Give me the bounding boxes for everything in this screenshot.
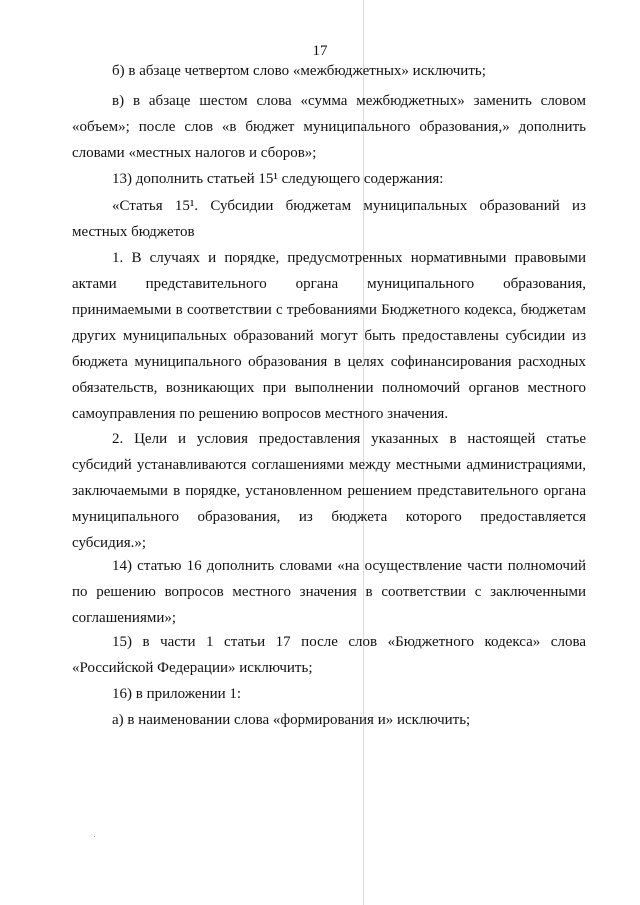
scan-speck [94, 836, 95, 837]
paragraph-14: 14) статью 16 дополнить словами «на осуществление части полномочий по решению вопросов местного значения в соответствии с заключенными соглашениями»; [72, 558, 586, 626]
paragraph-13: 13) дополнить статьей 15¹ следующего содержания: [112, 171, 444, 187]
paragraph-v: в) в абзаце шестом слова «сумма межбюджетных» заменить словом «объем»; после слов «в бюджет муниципального образования,» дополнить словами «местных налогов и сборов»; [72, 93, 586, 161]
page-number: 17 [312, 43, 328, 59]
article-point-1: 1. В случаях и порядке, предусмотренных нормативными правовыми актами представительного органа муниципального образования, принимаемыми в соответствии с требованиями Бюджетного кодекса, бюджетам других муниципальных образований могут быть предоставлены субсидии из бюджета муниципального образования в целях софинансирования расходных обязательств, возникающих при выполнении полномочий органов местного самоуправления по решению вопросов местного значения. [72, 250, 586, 422]
paragraph-b: б) в абзаце четвертом слово «межбюджетных» исключить; [112, 63, 486, 79]
article-point-2: 2. Цели и условия предоставления указанных в настоящей статье субсидий устанавливаются соглашениями между местными администрациями, заключаемыми в порядке, установленном решением представительного органа муниципального образования, из бюджета которого предоставляется субсидия.»; [72, 431, 586, 551]
paragraph-a: а) в наименовании слова «формирования и» исключить; [112, 712, 471, 728]
paragraph-16: 16) в приложении 1: [112, 686, 242, 702]
article-title: «Статья 15¹. Субсидии бюджетам муниципальных образований из местных бюджетов [72, 198, 586, 240]
paragraph-15: 15) в части 1 статьи 17 после слов «Бюджетного кодекса» слова «Российской Федерации» исключить; [72, 634, 586, 676]
